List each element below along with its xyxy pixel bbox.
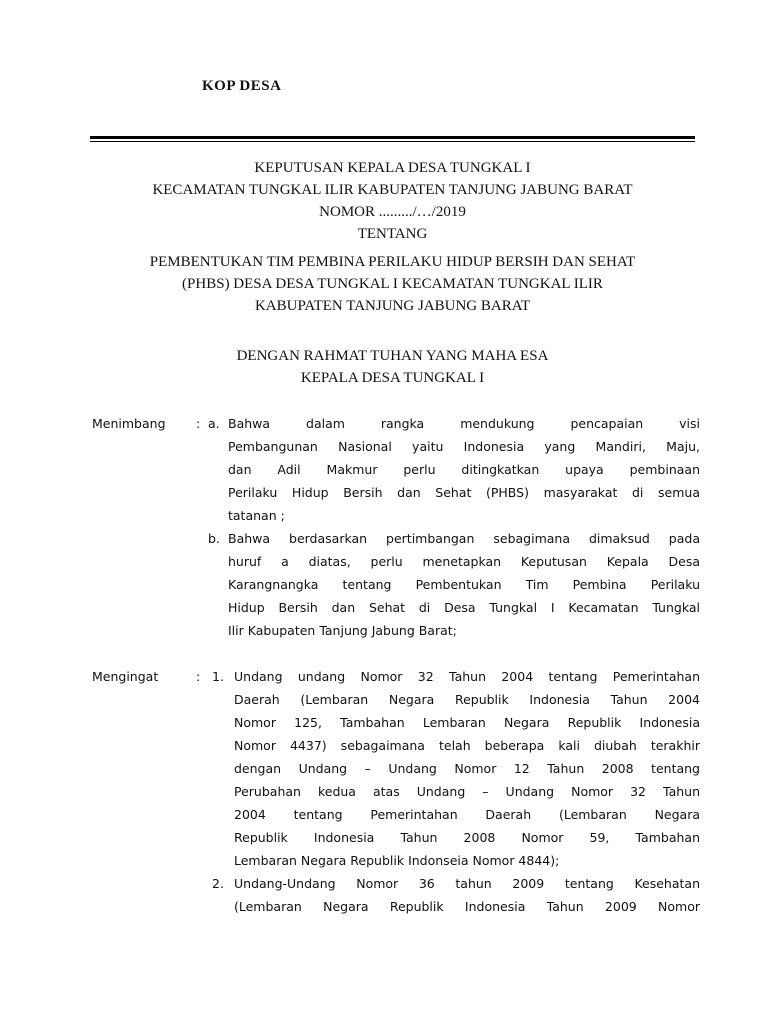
preamble-line: KEPALA DESA TUNGKAL I xyxy=(300,370,485,386)
letterhead-rule-thick xyxy=(90,136,695,139)
decree-number: NOMOR ........./…/2019 xyxy=(319,204,466,220)
decree-subject-line: PEMBENTUKAN TIM PEMBINA PERILAKU HIDUP BERSIH DAN SEHAT xyxy=(149,254,636,270)
menimbang-a-line: dan Adil Makmur perlu ditingkatkan upaya pembinaan xyxy=(228,462,700,477)
decree-title: KEPUTUSAN KEPALA DESA TUNGKAL I xyxy=(254,160,531,176)
menimbang-label: Menimbang xyxy=(92,416,166,431)
letterhead-rule-thin xyxy=(90,141,695,142)
menimbang-a-line: Perilaku Hidup Bersih dan Sehat (PHBS) masyarakat di semua xyxy=(228,485,700,500)
item-marker: 2. xyxy=(212,876,224,891)
mengingat-1-line: Daerah (Lembaran Negara Republik Indonesia Tahun 2004 xyxy=(234,692,700,707)
item-marker: a. xyxy=(208,416,220,431)
mengingat-label: Mengingat xyxy=(92,669,159,684)
mengingat-1-line: Lembaran Negara Republik Indonseia Nomor 4844); xyxy=(234,853,560,868)
menimbang-a-line: Bahwa dalam rangka mendukung pencapaian visi xyxy=(228,416,700,431)
menimbang-b-line: Karangnangka tentang Pembentukan Tim Pembina Perilaku xyxy=(228,577,700,592)
item-marker: b. xyxy=(208,531,220,546)
mengingat-1-line: Nomor 4437) sebagaimana telah beberapa kali diubah terakhir xyxy=(234,738,700,753)
mengingat-2-line: (Lembaran Negara Republik Indonesia Tahun 2009 Nomor xyxy=(234,899,700,914)
decree-jurisdiction: KECAMATAN TUNGKAL ILIR KABUPATEN TANJUNG JABUNG BARAT xyxy=(152,182,633,198)
decree-subject-line: (PHBS) DESA DESA TUNGKAL I KECAMATAN TUNGKAL ILIR xyxy=(182,276,603,292)
menimbang-b-line: Bahwa berdasarkan pertimbangan sebagimana dimaksud pada xyxy=(228,531,700,546)
mengingat-1-line: Nomor 125, Tambahan Lembaran Negara Republik Indonesia xyxy=(234,715,700,730)
mengingat-colon: : xyxy=(196,669,201,684)
menimbang-a-line: tatanan ; xyxy=(228,508,285,523)
menimbang-b-line: huruf a diatas, perlu menetapkan Keputusan Kepala Desa xyxy=(228,554,700,569)
mengingat-1-line: 2004 tentang Pemerintahan Daerah (Lembaran Negara xyxy=(234,807,700,822)
mengingat-1-line: dengan Undang – Undang Nomor 12 Tahun 2008 tentang xyxy=(234,761,700,776)
decree-tentang: TENTANG xyxy=(357,226,428,242)
menimbang-a-line: Pembangunan Nasional yaitu Indonesia yang Mandiri, Maju, xyxy=(228,439,700,454)
mengingat-1-line: Undang undang Nomor 32 Tahun 2004 tentang Pemerintahan xyxy=(234,669,700,684)
menimbang-b-line: Hidup Bersih dan Sehat di Desa Tungkal I Kecamatan Tungkal xyxy=(228,600,700,615)
mengingat-1-line: Republik Indonesia Tahun 2008 Nomor 59, Tambahan xyxy=(234,830,700,845)
menimbang-colon: : xyxy=(196,416,201,431)
decree-subject-line: KABUPATEN TANJUNG JABUNG BARAT xyxy=(254,298,531,314)
mengingat-2-line: Undang-Undang Nomor 36 tahun 2009 tentang Kesehatan xyxy=(234,876,700,891)
mengingat-1-line: Perubahan kedua atas Undang – Undang Nomor 32 Tahun xyxy=(234,784,700,799)
menimbang-b-line: Ilir Kabupaten Tanjung Jabung Barat; xyxy=(228,623,457,638)
preamble-line: DENGAN RAHMAT TUHAN YANG MAHA ESA xyxy=(236,348,549,364)
item-marker: 1. xyxy=(212,669,224,684)
letterhead-label: KOP DESA xyxy=(202,78,282,94)
